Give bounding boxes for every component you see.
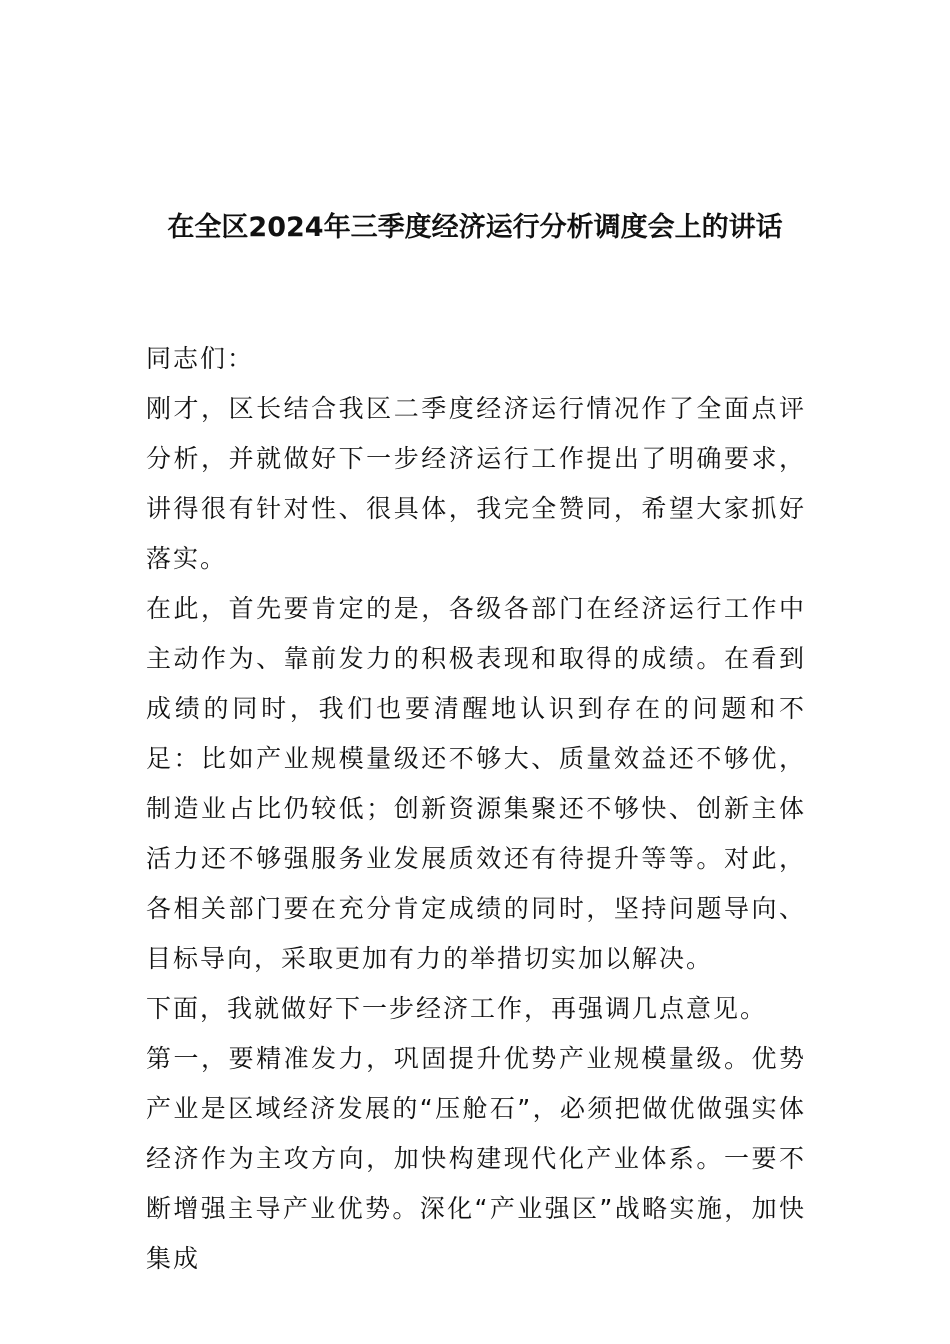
paragraph-transition: 下面，我就做好下一步经济工作，再强调几点意见。 [146, 994, 768, 1023]
document-body [146, 334, 806, 1284]
paragraph-opening: 刚才，区长结合我区二季度经济运行情况作了全面点评分析，并就做好下一步经济运行工作提出了明确要求，讲得很有针对性、很具体，我完全赞同，希望大家抓好落实。 [146, 394, 806, 573]
paragraph-point-one: 第一，要精准发力，巩固提升优势产业规模量级。优势产业是区域经济发展的“压舱石”，必须把做优做强实体经济作为主攻方向，加快构建现代化产业体系。一要不断增强主导产业优势。深化“产业强区”战略实施，加快集成 [146, 1044, 806, 1273]
document-title: 在全区2024年三季度经济运行分析调度会上的讲话 [167, 212, 783, 243]
paragraph-assessment: 在此，首先要肯定的是，各级各部门在经济运行工作中主动作为、靠前发力的积极表现和取得的成绩。在看到成绩的同时，我们也要清醒地认识到存在的问题和不足：比如产业规模量级还不够大、质量效益还不够优，制造业占比仍较低；创新资源集聚还不够快、创新主体活力还不够强服务业发展质效还有待提升等等。对此，各相关部门要在充分肯定成绩的同时，坚持问题导向、目标导向，采取更加有力的举措切实加以解决。 [146, 594, 806, 973]
paragraph-salutation: 同志们： [146, 344, 255, 373]
